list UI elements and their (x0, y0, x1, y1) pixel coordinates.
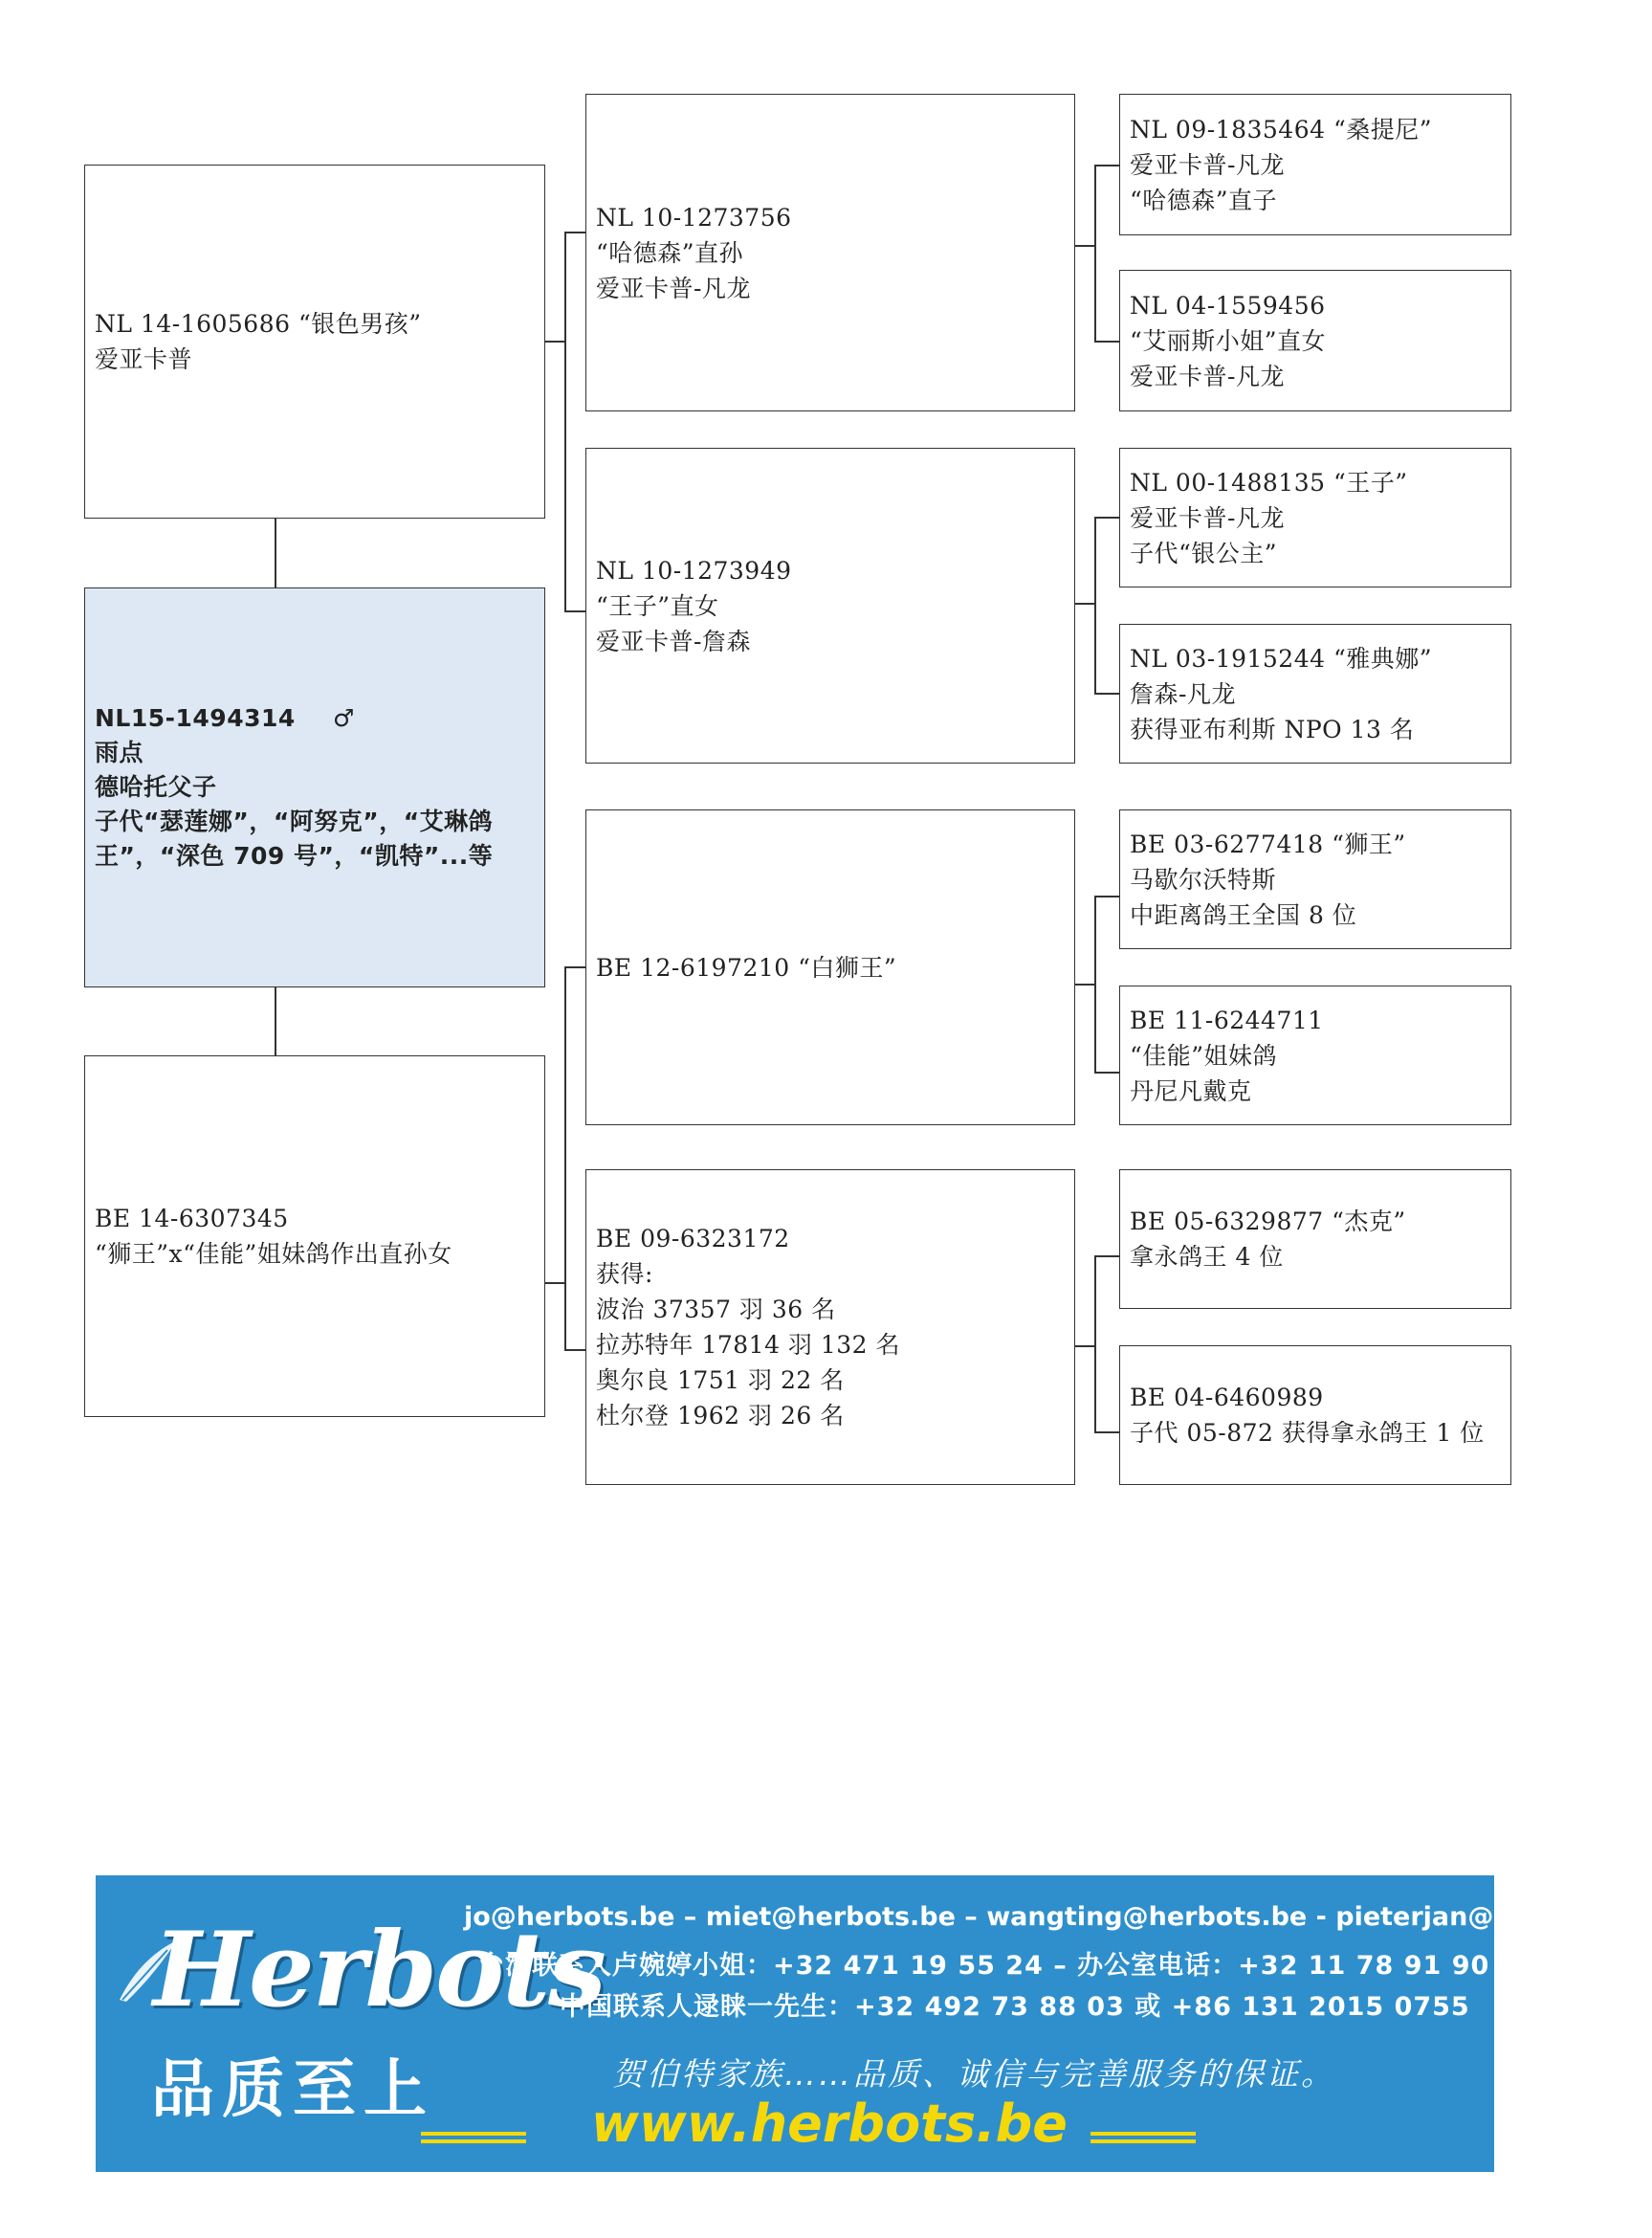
connector (1094, 896, 1096, 1074)
dam-dam-result: 杜尔登 1962 羽 26 名 (596, 1402, 845, 1429)
dam-dam-box (585, 1169, 1075, 1485)
sire-dam-note: “王子”直女 (596, 591, 719, 620)
subject-ring: NL15-1494314 (95, 704, 296, 732)
decorative-dash (1090, 2132, 1196, 2136)
dam-ring: BE 14-6307345 (95, 1205, 289, 1232)
subject-progeny: 子代“瑟莲娜”，“阿努克”，“艾琳鸽王”，“深色 709 号”，“凯特”...等 (95, 808, 494, 870)
subject-owner: 德哈托父子 (95, 773, 217, 801)
male-symbol-icon: ♂ (333, 704, 355, 732)
dd-sire-note: 拿永鸽王 4 位 (1130, 1243, 1284, 1271)
connector (543, 1282, 566, 1284)
connector (1094, 1431, 1119, 1433)
connector (1094, 1255, 1096, 1433)
sire-dam-ring: NL 10-1273949 (596, 556, 792, 585)
slogan: 品质至上 (151, 2052, 434, 2126)
subject-ring-line (95, 701, 535, 736)
connector (1094, 341, 1119, 343)
subject-box (84, 587, 545, 987)
email-list[interactable]: jo@herbots.be – miet@herbots.be – wangting@herbots.be - pieterjan@herbots.be (464, 1902, 1652, 1932)
sire-sire-breeder: 爱亚卡普-凡龙 (596, 274, 751, 302)
connector (564, 1349, 585, 1351)
ds-dam-breeder: 丹尼凡戴克 (1130, 1076, 1252, 1105)
ss-dam-ring: NL 04-1559456 (1130, 291, 1326, 320)
dam-note: “狮王”x“佳能”姐妹鸽作出直孙女 (95, 1240, 452, 1268)
connector (1094, 693, 1119, 695)
sd-dam-box (1119, 624, 1511, 764)
connector (275, 518, 276, 588)
connector (1094, 165, 1096, 343)
connector (543, 341, 566, 343)
connector (564, 232, 585, 233)
china-contact: 中国联系人逯睐一先生：+32 492 73 88 03 或 +86 131 2015 0755 (560, 1992, 1470, 2022)
dd-sire-ring: BE 05-6329877 “杰克” (1130, 1208, 1406, 1235)
ss-dam-note: “艾丽斯小姐”直女 (1130, 326, 1327, 355)
dam-dam-ring: BE 09-6323172 (596, 1225, 790, 1252)
sire-sire-ring: NL 10-1273756 (596, 203, 792, 232)
taiwan-contact: 台湾联系人卢婉婷小姐：+32 471 19 55 24 – 办公室电话：+32 11 78 91 90 (478, 1951, 1490, 1981)
decorative-dash (421, 2139, 526, 2143)
dam-box (84, 1055, 545, 1417)
ds-dam-box (1119, 986, 1511, 1125)
sire-dam-breeder: 爱亚卡普-詹森 (596, 627, 751, 655)
ss-sire-ring: NL 09-1835464 “桑提尼” (1130, 115, 1433, 144)
ds-sire-breeder: 马歇尔沃特斯 (1130, 865, 1277, 894)
dd-dam-note: 子代 05-872 获得拿永鸽王 1 位 (1130, 1419, 1485, 1447)
connector (1094, 1072, 1119, 1074)
sd-sire-box (1119, 448, 1511, 587)
ss-sire-breeder: 爱亚卡普-凡龙 (1130, 150, 1285, 179)
sire-box (84, 165, 545, 519)
connector (564, 966, 585, 968)
dam-dam-result: 波治 37357 羽 36 名 (596, 1296, 836, 1323)
subject-name: 雨点 (95, 739, 144, 766)
sd-sire-ring: NL 00-1488135 “王子” (1130, 468, 1408, 497)
dd-sire-box (1119, 1169, 1511, 1309)
dam-dam-results-label: 获得: (596, 1260, 653, 1288)
sire-sire-note: “哈德森”直孙 (596, 238, 744, 267)
sire-breeder: 爱亚卡普 (95, 345, 193, 373)
brand-logo: Herbots (153, 1910, 605, 2030)
footer-banner (96, 1875, 1652, 2172)
sd-sire-note: 子代“银公主” (1130, 539, 1278, 567)
ds-sire-note: 中距离鸽王全国 8 位 (1130, 900, 1357, 929)
dam-sire-box (585, 809, 1075, 1125)
ds-dam-ring: BE 11-6244711 (1130, 1006, 1324, 1034)
connector (1094, 517, 1096, 695)
sd-sire-breeder: 爱亚卡普-凡龙 (1130, 503, 1285, 532)
sire-ring: NL 14-1605686 “银色男孩” (95, 310, 422, 338)
motto: 贺伯特家族……品质、诚信与完善服务的保证。 (612, 2055, 1335, 2093)
connector (1094, 517, 1119, 519)
ds-dam-note: “佳能”姐妹鸽 (1130, 1041, 1278, 1070)
sire-dam-box (585, 448, 1075, 764)
connector (1094, 1255, 1119, 1257)
dam-sire-ring: BE 12-6197210 “白狮王” (596, 953, 897, 982)
ss-dam-breeder: 爱亚卡普-凡龙 (1130, 362, 1285, 390)
connector (564, 232, 566, 612)
connector (1094, 165, 1119, 166)
website-link[interactable]: www.herbots.be (591, 2094, 1068, 2154)
ds-sire-box (1119, 809, 1511, 949)
sd-dam-breeder: 詹森-凡龙 (1130, 679, 1236, 708)
sd-dam-note: 获得亚布利斯 NPO 13 名 (1130, 715, 1415, 743)
ss-sire-box (1119, 94, 1511, 235)
ds-sire-ring: BE 03-6277418 “狮王” (1130, 830, 1406, 858)
dam-dam-result: 奥尔良 1751 羽 22 名 (596, 1366, 845, 1394)
ss-dam-box (1119, 270, 1511, 411)
dam-dam-result: 拉苏特年 17814 羽 132 名 (596, 1331, 901, 1359)
dd-dam-box (1119, 1345, 1511, 1485)
connector (564, 610, 585, 612)
ss-sire-note: “哈德森”直子 (1130, 186, 1278, 214)
dd-dam-ring: BE 04-6460989 (1130, 1384, 1324, 1411)
connector (1094, 896, 1119, 897)
connector (564, 966, 566, 1351)
decorative-dash (421, 2132, 526, 2136)
sd-dam-ring: NL 03-1915244 “雅典娜” (1130, 644, 1433, 673)
sire-sire-box (585, 94, 1075, 411)
decorative-dash (1090, 2139, 1196, 2143)
connector (275, 986, 276, 1056)
